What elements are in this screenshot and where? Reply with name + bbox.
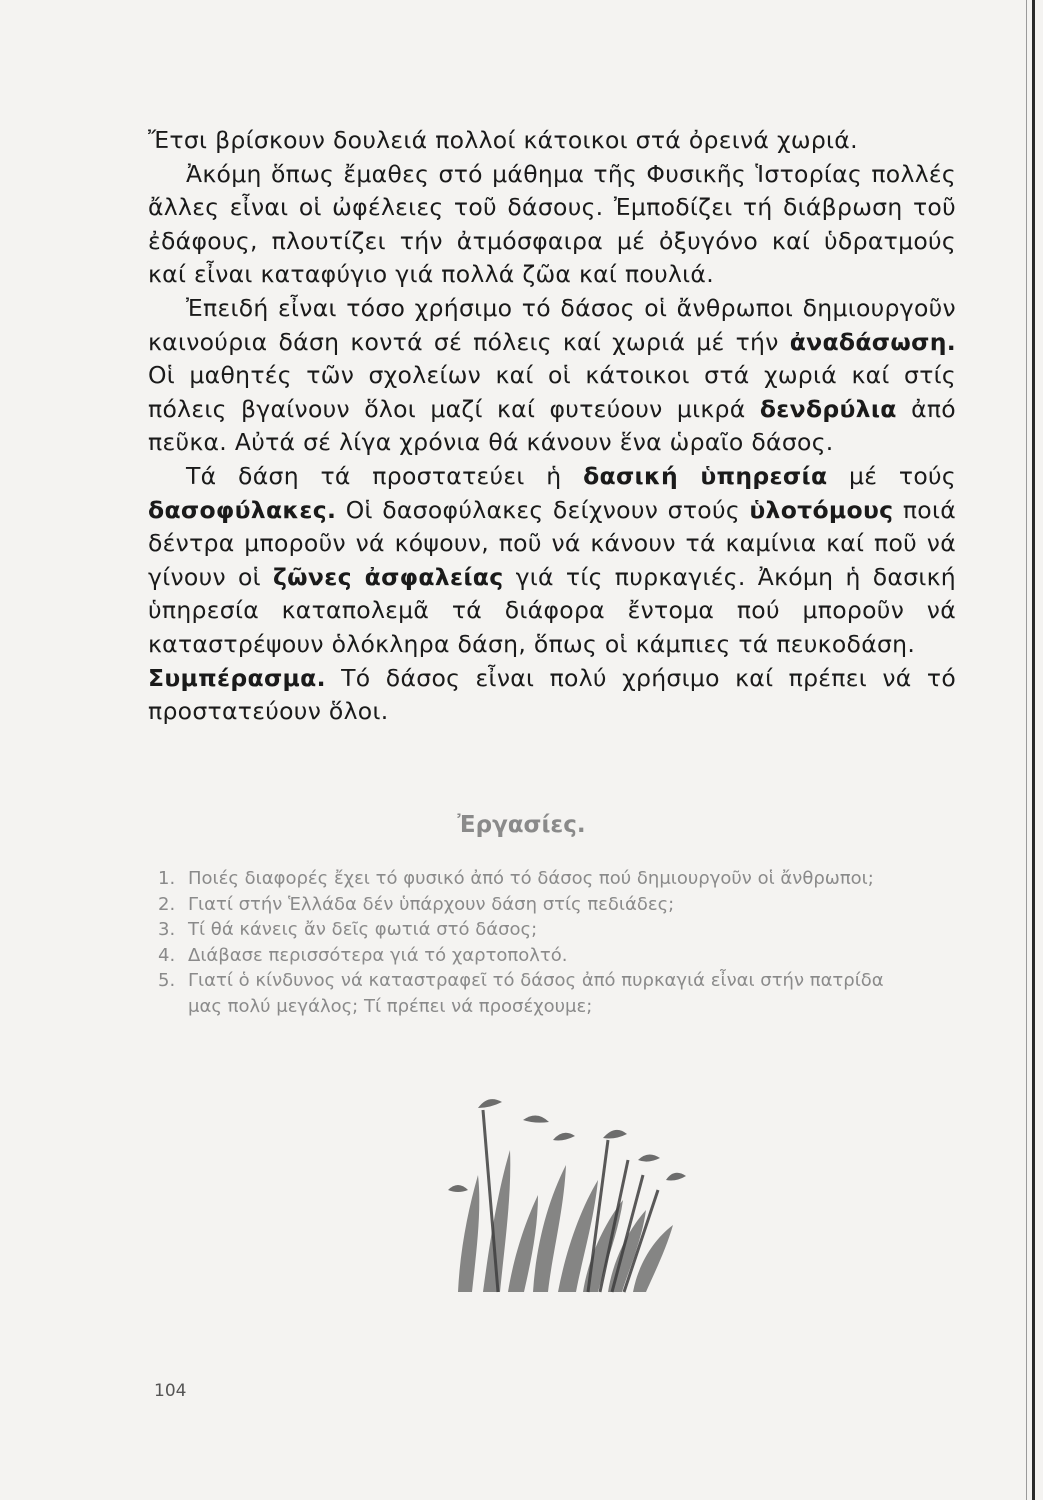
item-number: 5. <box>158 970 176 991</box>
term-dasiki-ypiresia: δασική ὑπηρεσία <box>583 461 828 490</box>
paragraph-2: Ἀκόμη ὅπως ἔμαθες στό μάθημα τῆς Φυσικῆς Ἱστορίας πολλές ἄλλες εἶναι οἱ ὠφέλειες τοῦ δάσους. Ἐμποδίζει τή διάβρωση τοῦ ἐδάφους, πλουτίζει τήν ἀτμόσφαιρα μέ ὀξυγόνο καί ὑδρατμούς καί εἶναι καταφύγιο γιά πολλά ζῶα καί πουλιά. <box>148 159 956 289</box>
paragraph-1: Ἔτσι βρίσκουν δουλειά πολλοί κάτοικοι στά ὀρεινά χωριά. <box>148 126 858 154</box>
text-span: Τό δάσος εἶναι πολύ χρήσιμο καί πρέπει νά τό προστατεύουν ὅλοι. <box>148 663 956 726</box>
term-zones-asfaleias: ζῶνες ἀσφαλείας <box>273 562 504 591</box>
list-item <box>158 943 918 969</box>
term-anadasosi: ἀναδάσωση. <box>789 327 956 356</box>
main-text <box>148 124 956 729</box>
text-span: ποιά δέντρα μποροῦν νά κόψουν, ποῦ νά κάνουν τά καμίνια καί ποῦ νά γίνουν οἱ <box>148 495 956 591</box>
grass-illustration <box>438 1080 698 1295</box>
item-text: Γιατί ὁ κίνδυνος νά καταστραφεῖ τό δάσος ἀπό πυρκαγιά εἶναι στήν πατρίδα μας πολύ μεγάλος; Τί πρέπει νά προσέχουμε; <box>188 970 884 1017</box>
item-text: Διάβασε περισσότερα γιά τό χαρτοπολτό. <box>188 944 568 966</box>
item-text: Γιατί στήν Ἑλλάδα δέν ὑπάρχουν δάση στίς πεδιάδες; <box>188 893 675 915</box>
term-dasofylakes: δασοφύλακες. <box>148 495 337 524</box>
text-span: ἀπό πεῦκα. Αὐτά σέ λίγα χρόνια θά κάνουν ἕνα ὡραῖο δάσος. <box>148 394 956 457</box>
item-text: Ποιές διαφορές ἔχει τό φυσικό ἀπό τό δάσος πού δημιουργοῦν οἱ ἄνθρωποι; <box>188 868 874 889</box>
text-span: μέ τούς <box>849 461 956 490</box>
term-dendrylia: δενδρύλια <box>759 394 897 423</box>
paragraph-3 <box>148 292 956 460</box>
term-symperasma: Συμπέρασμα. <box>148 663 326 692</box>
item-number: 3. <box>158 919 176 940</box>
list-item <box>158 866 918 892</box>
exercises-title: Ἐργασίες. <box>457 812 586 838</box>
item-number: 4. <box>158 944 176 966</box>
term-ylotomous: ὑλοτόμους <box>749 495 894 524</box>
page-edge-shadow <box>1026 0 1027 1500</box>
page-edge <box>1032 0 1035 1500</box>
list-item <box>158 892 918 918</box>
item-number: 2. <box>158 893 176 915</box>
exercises-list <box>158 866 918 1019</box>
paragraph-4 <box>148 460 956 662</box>
paragraph-conclusion <box>148 662 956 729</box>
item-text: Τί θά κάνεις ἄν δεῖς φωτιά στό δάσος; <box>188 919 538 940</box>
text-span: Τά δάση τά προστατεύει ἡ <box>186 461 562 490</box>
list-item <box>158 917 918 943</box>
text-span: Οἱ μαθητές τῶν σχολείων καί οἱ κάτοικοι στά χωριά καί στίς πόλεις βγαίνουν ὅλοι μαζί καί φυτεύουν μικρά <box>148 361 956 423</box>
page-number: 104 <box>154 1381 187 1401</box>
text-span: Ἐπειδή εἶναι τόσο χρήσιμο τό δάσος οἱ ἄνθρωποι δημιουργοῦν καινούρια δάση κοντά σέ πόλεις καί χωριά μέ τήν <box>148 293 956 356</box>
list-item <box>158 968 918 1019</box>
item-number: 1. <box>158 868 176 889</box>
text-span: Οἱ δασοφύλακες δείχνουν στούς <box>345 495 740 524</box>
text-span: γιά τίς πυρκαγιές. Ἀκόμη ἡ δασική ὑπηρεσία καταπολεμᾶ τά διάφορα ἔντομα πού μποροῦν νά καταστρέψουν ὁλόκληρα δάση, ὅπως οἱ κάμπιες τά πευκοδάση. <box>148 562 956 658</box>
